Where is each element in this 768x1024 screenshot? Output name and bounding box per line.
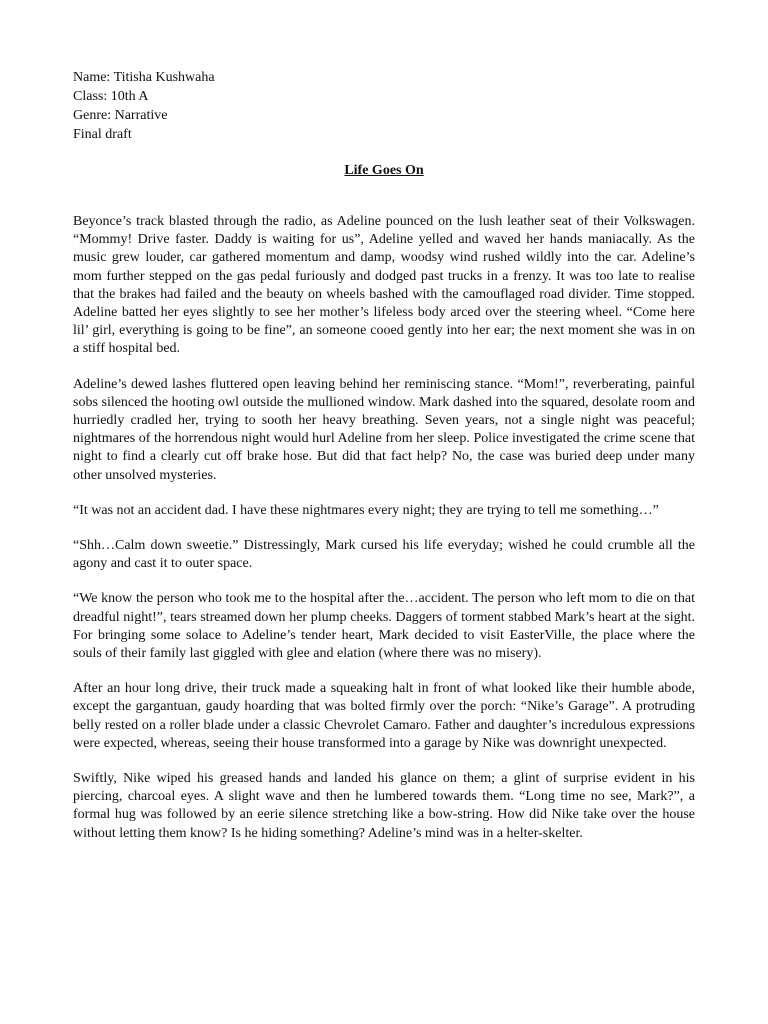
document-genre: Genre: Narrative [73,108,168,123]
paragraph: Adeline’s dewed lashes fluttered open leaving behind her reminiscing stance. “Mom!”, reverberating, painful sobs silenced the hooting owl outside the mullioned window. Mark dashed into the squared, desolate room and hurriedly cradled her, trying to sooth her heavy breathing. Seven years, not a single night was peaceful; nightmares of the horrendous night would hurl Adeline from her sleep. Police investigated the crime scene that night to find a clearly cut off brake hose. But did that fact help? No, the case was buried deep under many other unsolved mysteries. [73,376,695,483]
paragraph: Beyonce’s track blasted through the radio, as Adeline pounced on the lush leather seat of their Volkswagen. “Mommy! Drive faster. Daddy is waiting for us”, Adeline yelled and waved her hands maniacally. As the music grew louder, car gathered momentum and damp, woodsy wind rushed wildly into the car. Adeline’s mom further stepped on the gas pedal furiously and dodged past trucks in a frenzy. It was too late to realise that the brakes had failed and the beauty on wheels bashed with the camouflaged road divider. Time stopped. Adeline batted her eyes slightly to see her mother’s lifeless body arced over the steering wheel. “Come here lil’ girl, everything is going to be fine”, an someone cooed gently into her ear; the next moment she was in on a stiff hospital bed. [73,214,695,357]
draft-label: Final draft [73,127,132,142]
paragraph: “It was not an accident dad. I have these nightmares every night; they are trying to tell me something…” [73,502,659,518]
paragraph: Swiftly, Nike wiped his greased hands and landed his glance on them; a glint of surprise evident in his piercing, charcoal eyes. A slight wave and then he lumbered towards them. “Long time no see, Mark?”, a formal hug was followed by an eerie silence stretching like a bow-string. How did Nike take over the house without letting them know? Is he hiding something? Adeline’s mind was in a helter-skelter. [73,771,695,841]
author-name: Name: Titisha Kushwaha [73,70,215,85]
paragraph: “We know the person who took me to the hospital after the…accident. The person who left mom to die on that dreadful night!”, tears streamed down her plump cheeks. Daggers of torment stabbed Mark’s heart at the sight. For bringing some solace to Adeline’s tender heart, Mark decided to visit EasterVille, the place where the souls of their family last giggled with glee and elation (where there was no misery). [73,591,695,662]
story-body [73,213,695,860]
paragraph: “Shh…Calm down sweetie.” Distressingly, Mark cursed his life everyday; wished he could crumble all the agony and cast it to outer space. [73,538,695,572]
document-header [73,68,215,144]
author-class: Class: 10th A [73,89,149,104]
story-title: Life Goes On [344,163,424,178]
paragraph: After an hour long drive, their truck made a squeaking halt in front of what looked like their humble abode, except the gargantuan, gaudy hoarding that was bolted firmly over the porch: “Nike’s Garage”. A protruding belly rested on a roller blade under a classic Chevrolet Camaro. Father and daughter’s incredulous expressions were expected, whereas, seeing their house transformed into a garage by Nike was downright unexpected. [73,681,695,751]
